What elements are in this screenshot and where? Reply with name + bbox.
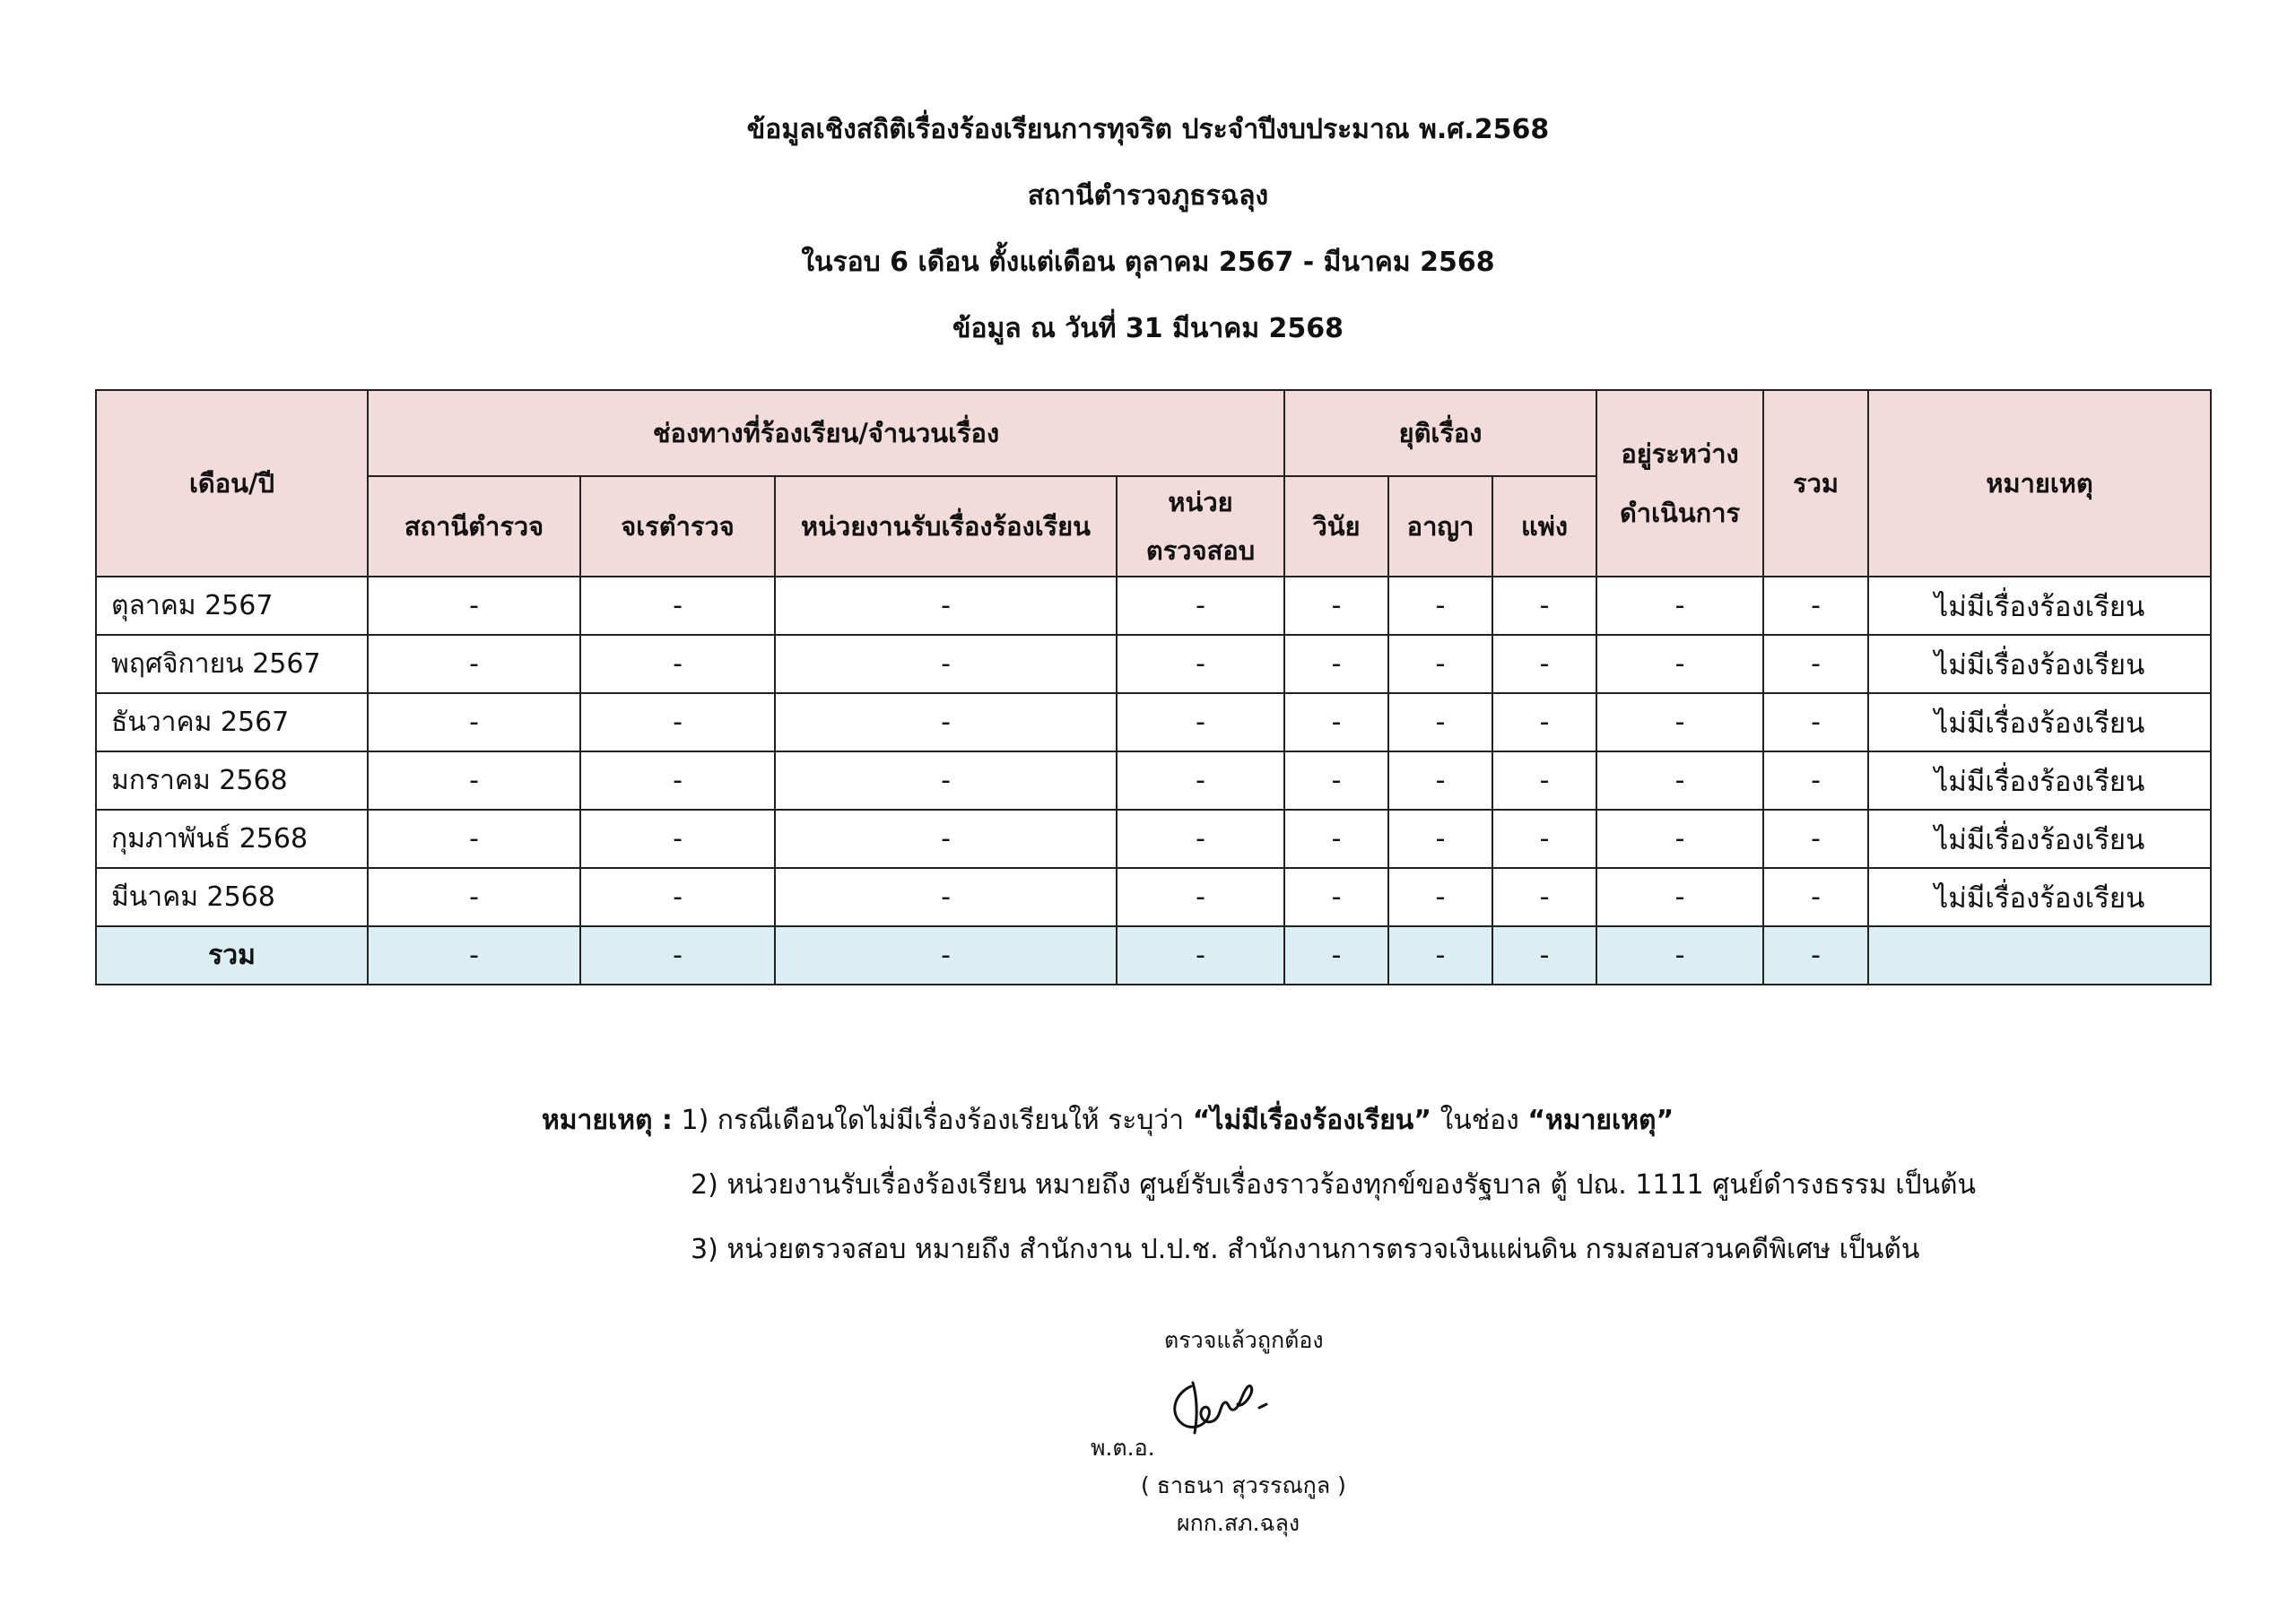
cell-patrol: - — [580, 926, 775, 985]
cell-total: - — [1763, 693, 1868, 751]
cell-audit-unit: - — [1117, 577, 1284, 635]
audit-label-line2: ตรวจสอบ — [1145, 535, 1256, 566]
signer-position: ผกก.สภ.ฉลุง — [1177, 1510, 1300, 1536]
cell-audit-unit: - — [1117, 635, 1284, 693]
cell-patrol: - — [580, 577, 775, 635]
audit-label-line1: หน่วย — [1168, 487, 1233, 517]
cell-discipline: - — [1284, 577, 1388, 635]
cell-remark: ไม่มีเรื่องร้องเรียน — [1868, 635, 2211, 693]
col-header-complaint-unit: หน่วยงานรับเรื่องร้องเรียน — [775, 476, 1117, 577]
note-1-middle: ในช่อง — [1439, 1105, 1519, 1136]
col-header-remark: หมายเหตุ — [1868, 390, 2211, 577]
cell-audit-unit: - — [1117, 751, 1284, 810]
cell-remark: ไม่มีเรื่องร้องเรียน — [1868, 577, 2211, 635]
cell-discipline: - — [1284, 693, 1388, 751]
pending-label-line2: ดำเนินการ — [1619, 498, 1741, 528]
cell-station: - — [368, 868, 580, 926]
cell-station: - — [368, 926, 580, 985]
cell-discipline: - — [1284, 810, 1388, 868]
cell-criminal: - — [1388, 693, 1492, 751]
cell-complaint-unit: - — [775, 635, 1117, 693]
cell-month: มีนาคม 2568 — [96, 868, 368, 926]
cell-civil: - — [1492, 751, 1596, 810]
col-header-audit-unit — [1117, 476, 1284, 577]
cell-month: พฤศจิกายน 2567 — [96, 635, 368, 693]
note-3: 3) หน่วยตรวจสอบ หมายถึง สำนักงาน ป.ป.ช. สำนักงานการตรวจเงินแผ่นดิน กรมสอบสวนคดีพิเศษ เป็นต้น — [691, 1234, 1920, 1265]
cell-pending: - — [1596, 635, 1763, 693]
col-header-pending — [1596, 390, 1763, 577]
cell-complaint-unit: - — [775, 577, 1117, 635]
cell-station: - — [368, 751, 580, 810]
note-1-prefix: 1) กรณีเดือนใดไม่มีเรื่องร้องเรียนให้ ระบุว่า — [681, 1105, 1185, 1136]
cell-patrol: - — [580, 635, 775, 693]
cell-pending: - — [1596, 868, 1763, 926]
cell-pending: - — [1596, 810, 1763, 868]
cell-total-label: รวม — [96, 926, 368, 985]
col-header-patrol: จเรตำรวจ — [580, 476, 775, 577]
cell-audit-unit: - — [1117, 926, 1284, 985]
cell-total: - — [1763, 926, 1868, 985]
cell-criminal: - — [1388, 926, 1492, 985]
cell-pending: - — [1596, 926, 1763, 985]
cell-month: ธันวาคม 2567 — [96, 693, 368, 751]
table-row — [96, 868, 2211, 926]
cell-civil: - — [1492, 868, 1596, 926]
cell-patrol: - — [580, 751, 775, 810]
col-header-civil: แพ่ง — [1492, 476, 1596, 577]
table-row — [96, 635, 2211, 693]
signer-rank: พ.ต.อ. — [1091, 1435, 1155, 1461]
cell-complaint-unit: - — [775, 868, 1117, 926]
cell-civil: - — [1492, 635, 1596, 693]
col-header-criminal: อาญา — [1388, 476, 1492, 577]
cell-patrol: - — [580, 693, 775, 751]
cell-station: - — [368, 577, 580, 635]
document-header — [0, 97, 2296, 362]
complaint-statistics-table — [95, 389, 2212, 985]
cell-complaint-unit: - — [775, 810, 1117, 868]
cell-civil: - — [1492, 926, 1596, 985]
cell-audit-unit: - — [1117, 868, 1284, 926]
cell-civil: - — [1492, 577, 1596, 635]
cell-month: กุมภาพันธ์ 2568 — [96, 810, 368, 868]
cell-remark — [1868, 926, 2211, 985]
cell-criminal: - — [1388, 810, 1492, 868]
cell-patrol: - — [580, 810, 775, 868]
header-date: ข้อมูล ณ วันที่ 31 มีนาคม 2568 — [952, 313, 1344, 344]
cell-audit-unit: - — [1117, 810, 1284, 868]
cell-civil: - — [1492, 810, 1596, 868]
cell-station: - — [368, 693, 580, 751]
col-header-month: เดือน/ปี — [96, 390, 368, 577]
cell-discipline: - — [1284, 751, 1388, 810]
header-title: ข้อมูลเชิงสถิติเรื่องร้องเรียนการทุจริต ประจำปีงบประมาณ พ.ศ.2568 — [746, 114, 1550, 145]
cell-discipline: - — [1284, 635, 1388, 693]
cell-complaint-unit: - — [775, 693, 1117, 751]
cell-total: - — [1763, 577, 1868, 635]
col-header-total: รวม — [1763, 390, 1868, 577]
cell-civil: - — [1492, 693, 1596, 751]
col-header-station: สถานีตำรวจ — [368, 476, 580, 577]
cell-criminal: - — [1388, 751, 1492, 810]
cell-criminal: - — [1388, 577, 1492, 635]
cell-criminal: - — [1388, 868, 1492, 926]
notes-label: หมายเหตุ : — [542, 1105, 673, 1136]
cell-month: ตุลาคม 2567 — [96, 577, 368, 635]
table-row — [96, 810, 2211, 868]
cell-remark: ไม่มีเรื่องร้องเรียน — [1868, 693, 2211, 751]
cell-total: - — [1763, 751, 1868, 810]
cell-audit-unit: - — [1117, 693, 1284, 751]
cell-complaint-unit: - — [775, 926, 1117, 985]
note-1-quote-2: “หมายเหตุ” — [1527, 1105, 1674, 1136]
table-row — [96, 693, 2211, 751]
note-2: 2) หน่วยงานรับเรื่องร้องเรียน หมายถึง ศูนย์รับเรื่องราวร้องทุกข์ของรัฐบาล ตู้ ปณ. 1111 ศูนย์ดำรงธรรม เป็นต้น — [691, 1169, 1977, 1201]
cell-discipline: - — [1284, 868, 1388, 926]
col-header-terminated: ยุติเรื่อง — [1284, 390, 1596, 476]
cell-pending: - — [1596, 577, 1763, 635]
cell-discipline: - — [1284, 926, 1388, 985]
signer-name: ( ธาธนา สุวรรณกูล ) — [1141, 1472, 1346, 1498]
cell-station: - — [368, 810, 580, 868]
cell-patrol: - — [580, 868, 775, 926]
table-total-row — [96, 926, 2211, 985]
cell-remark: ไม่มีเรื่องร้องเรียน — [1868, 810, 2211, 868]
header-period: ในรอบ 6 เดือน ตั้งแต่เดือน ตุลาคม 2567 - มีนาคม 2568 — [801, 247, 1495, 278]
header-station: สถานีตำรวจภูธรฉลุง — [1027, 180, 1269, 212]
cell-complaint-unit: - — [775, 751, 1117, 810]
col-header-channels: ช่องทางที่ร้องเรียน/จำนวนเรื่อง — [368, 390, 1284, 476]
cell-total: - — [1763, 810, 1868, 868]
cell-pending: - — [1596, 693, 1763, 751]
cell-station: - — [368, 635, 580, 693]
note-1 — [542, 1094, 1674, 1148]
cell-pending: - — [1596, 751, 1763, 810]
cell-month: มกราคม 2568 — [96, 751, 368, 810]
cell-total: - — [1763, 635, 1868, 693]
cell-criminal: - — [1388, 635, 1492, 693]
cell-remark: ไม่มีเรื่องร้องเรียน — [1868, 751, 2211, 810]
verified-text: ตรวจแล้วถูกต้อง — [1164, 1327, 1324, 1353]
table-row — [96, 577, 2211, 635]
col-header-discipline: วินัย — [1284, 476, 1388, 577]
note-1-quote-1: “ไม่มีเรื่องร้องเรียน” — [1192, 1105, 1432, 1136]
cell-total: - — [1763, 868, 1868, 926]
table-row — [96, 751, 2211, 810]
cell-remark: ไม่มีเรื่องร้องเรียน — [1868, 868, 2211, 926]
handwritten-signature-icon — [1166, 1368, 1283, 1449]
pending-label-line1: อยู่ระหว่าง — [1621, 438, 1739, 469]
